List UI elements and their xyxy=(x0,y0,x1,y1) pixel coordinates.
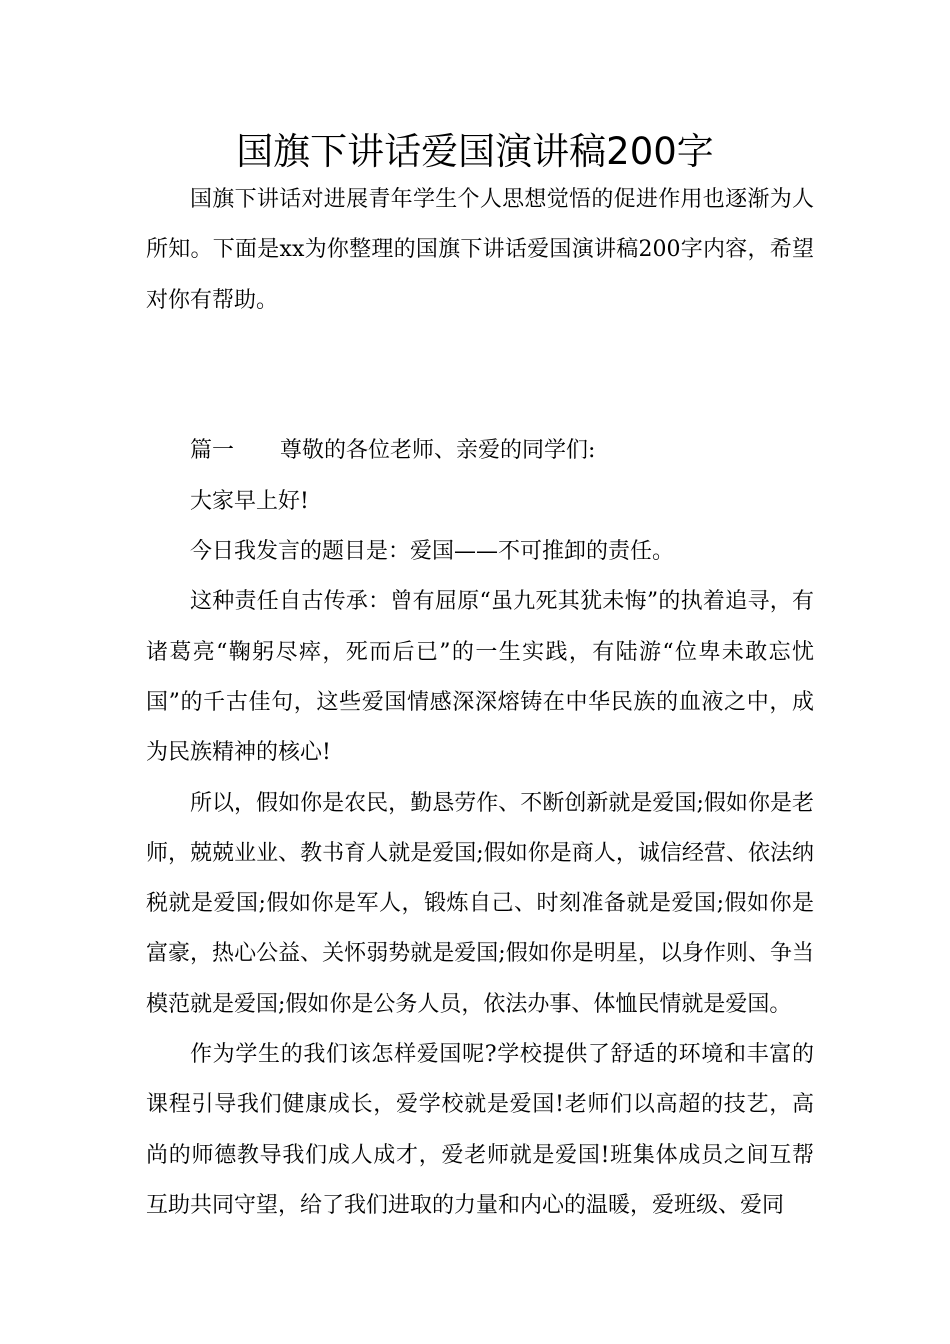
paragraph-spacer xyxy=(146,326,814,427)
section-heading xyxy=(146,426,814,476)
document-body xyxy=(146,175,814,1231)
document-title: 国旗下讲话爱国演讲稿200字 xyxy=(236,130,714,173)
section-greeting: 尊敬的各位老师、亲爱的同学们: xyxy=(280,438,596,464)
body-paragraph: 作为学生的我们该怎样爱国呢?学校提供了舒适的环境和丰富的课程引导我们健康成长，爱学校就是爱国!老师们以高超的技艺，高尚的师德教导我们成人成才，爱老师就是爱国!班集体成员之间互帮互助共同守望，给了我们进取的力量和内心的温暖，爱班级、爱同 xyxy=(146,1042,814,1218)
intro-paragraph: 国旗下讲话对进展青年学生个人思想觉悟的促进作用也逐渐为人所知。下面是xx为你整理的国旗下讲话爱国演讲稿200字内容，希望对你有帮助。 xyxy=(146,187,814,313)
body-paragraph: 今日我发言的题目是：爱国——不可推卸的责任。 xyxy=(190,539,675,565)
section-label: 篇一 xyxy=(190,438,235,464)
body-paragraph: 所以，假如你是农民，勤恳劳作、不断创新就是爱国;假如你是老师，兢兢业业、教书育人就是爱国;假如你是商人，诚信经营、依法纳税就是爱国;假如你是军人，锻炼自己、时刻准备就是爱国;假如你是富豪，热心公益、关怀弱势就是爱国;假如你是明星，以身作则、争当模范就是爱国;假如你是公务人员，依法办事、体恤民情就是爱国。 xyxy=(146,790,814,1017)
body-paragraph: 这种责任自古传承：曾有屈原“虽九死其犹未悔”的执着追寻，有诸葛亮“鞠躬尽瘁，死而后已”的一生实践，有陆游“位卑未敢忘忧国”的千古佳句，这些爱国情感深深熔铸在中华民族的血液之中，成为民族精神的核心! xyxy=(146,589,814,766)
body-paragraph: 大家早上好! xyxy=(190,488,309,514)
